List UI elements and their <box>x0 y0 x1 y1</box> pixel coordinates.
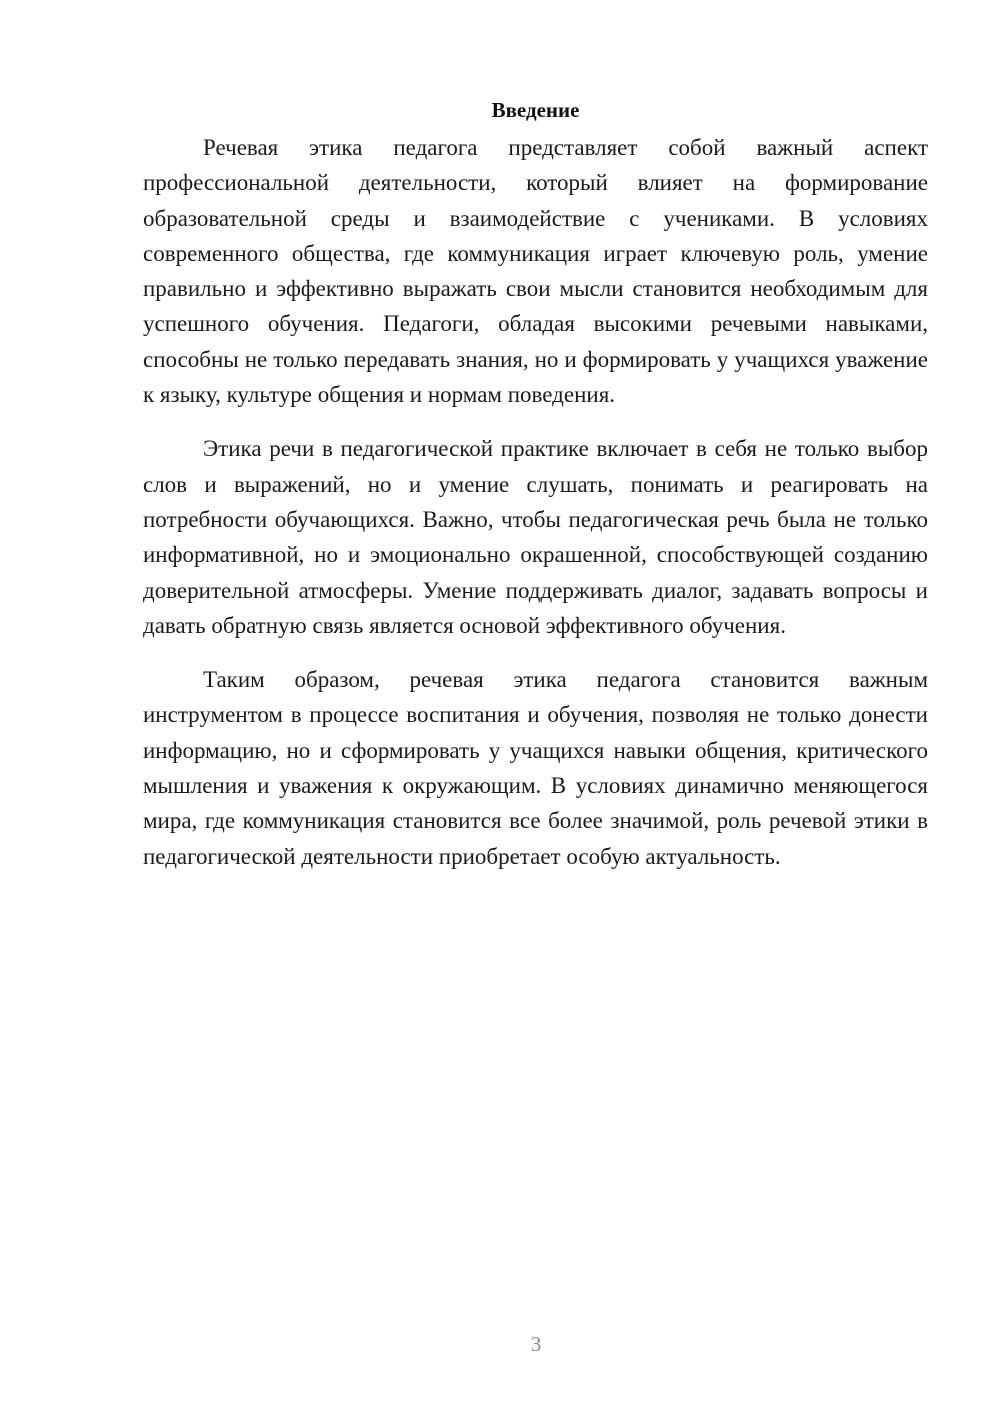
paragraph-1: Речевая этика педагога представляет собой важный аспект профессиональной деятельности, который влияет на формирование образовательной среды и взаимодействие с учениками. В условиях современного общества, где коммуникация играет ключевую роль, умение правильно и эффективно выражать свои мысли становится необходимым для успешного обучения. Педагоги, обладая высокими речевыми навыками, способны не только передавать знания, но и формировать у учащихся уважение к языку, культуре общения и нормам поведения. <box>143 135 928 408</box>
section-title: Введение <box>491 98 580 122</box>
paragraph-2: Этика речи в педагогической практике включает в себя не только выбор слов и выражений, но и умение слушать, понимать и реагировать на потребности обучающихся. Важно, чтобы педагогическая речь была не только информативной, но и эмоционально окрашенной, способствующей созданию доверительной атмосферы. Умение поддерживать диалог, задавать вопросы и давать обратную связь является основой эффективного обучения. <box>143 436 928 638</box>
page-number: 3 <box>530 1332 542 1356</box>
paragraph-3: Таким образом, речевая этика педагога становится важным инструментом в процессе воспитания и обучения, позволяя не только донести информацию, но и сформировать у учащихся навыки общения, критического мышления и уважения к окружающим. В условиях динамично меняющегося мира, где коммуникация становится все более значимой, роль речевой этики в педагогической деятельности приобретает особую актуальность. <box>143 667 928 869</box>
page-content <box>143 93 928 874</box>
